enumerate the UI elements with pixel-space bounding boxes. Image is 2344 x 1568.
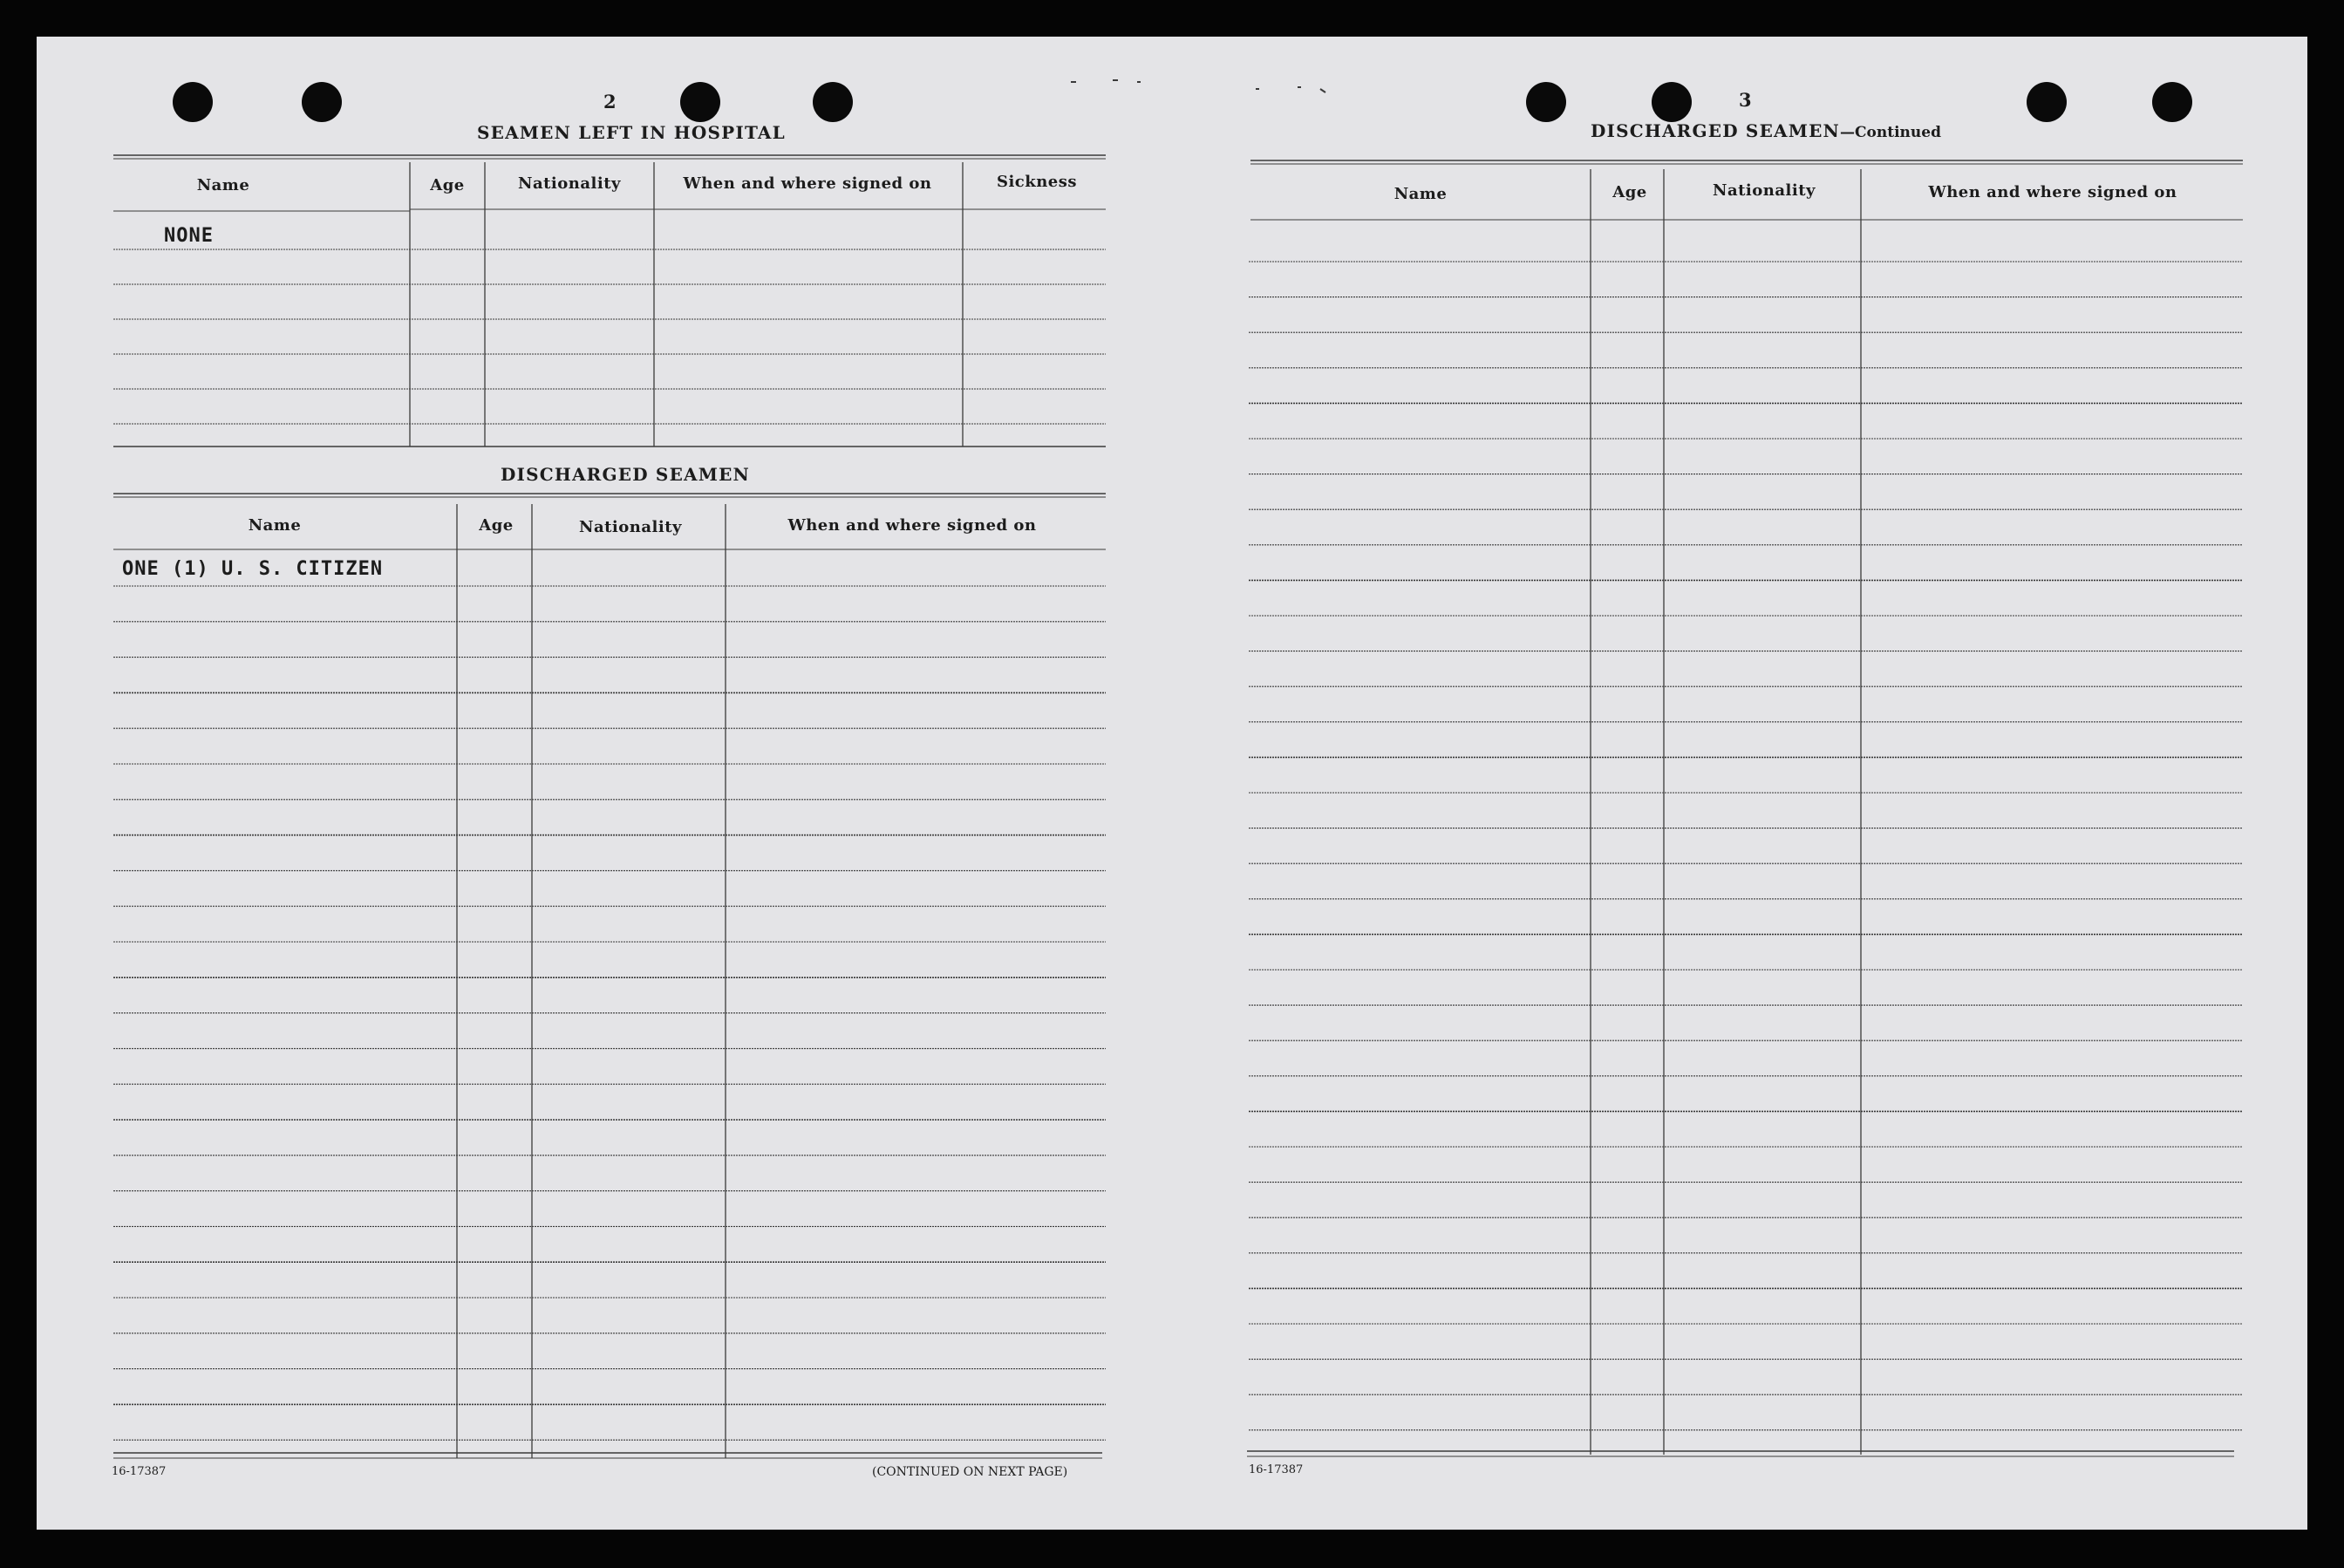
discharged-col-nationality: Nationality xyxy=(579,518,682,536)
right-col-signed-on: When and where signed on xyxy=(1928,183,2177,201)
right-section-title-suffix: —Continued xyxy=(1840,124,1941,141)
stray-mark xyxy=(1320,89,1325,92)
hospital-col-sickness: Sickness xyxy=(996,173,1078,191)
discharged-col-signed-on: When and where signed on xyxy=(787,516,1037,535)
left-form-number: 16-17387 xyxy=(112,1465,167,1478)
hospital-col-age: Age xyxy=(430,176,465,194)
discharged-col-age: Age xyxy=(479,516,514,535)
hospital-col-nationality: Nationality xyxy=(518,174,621,193)
ruled-lines xyxy=(37,37,2307,1530)
right-page-number: 3 xyxy=(1739,89,1752,111)
left-page-number: 2 xyxy=(603,91,617,112)
discharged-entry: ONE (1) U. S. CITIZEN xyxy=(122,558,384,580)
ledger-sheet xyxy=(37,37,2307,1530)
right-form-number: 16-17387 xyxy=(1249,1463,1304,1476)
right-col-nationality: Nationality xyxy=(1713,181,1816,200)
right-section-title-main: DISCHARGED SEAMEN xyxy=(1591,120,1840,141)
discharged-col-name: Name xyxy=(248,516,302,535)
right-col-name: Name xyxy=(1393,185,1448,203)
continued-note: (CONTINUED ON NEXT PAGE) xyxy=(872,1465,1068,1479)
hospital-section-title: SEAMEN LEFT IN HOSPITAL xyxy=(477,122,786,143)
hospital-col-name: Name xyxy=(196,176,250,194)
discharged-section-title: DISCHARGED SEAMEN xyxy=(501,464,750,485)
hospital-col-signed-on: When and where signed on xyxy=(683,174,932,193)
hospital-entry: NONE xyxy=(164,225,214,247)
right-col-age: Age xyxy=(1612,183,1647,201)
